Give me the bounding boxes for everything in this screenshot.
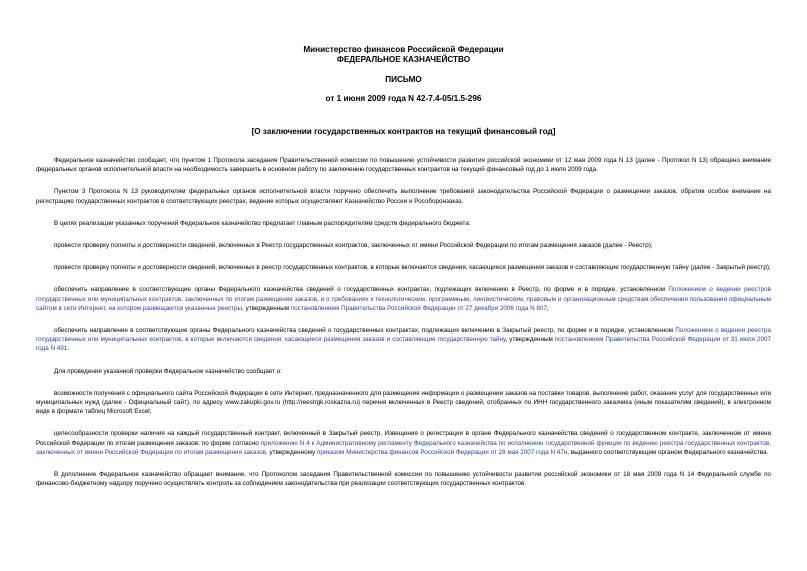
paragraph-11: В дополнение Федеральное казначейство обращает внимание, что Протоколом заседания Правительственной комиссии по повышению устойчивости развития российской экономики от 18 мая 2009 года N 14 Федеральной службе по финансово-бюджетному надзору поручено осуществлять контроль за соблюдением законодательства при реализации соответствующих государственных контрактов. <box>36 471 771 488</box>
government-decree-491-link[interactable]: постановлением Правительства Российской Федерации от 31 июля 2007 года N 491 <box>36 336 771 353</box>
paragraph-6-text: обеспечить направление в соответствующие органы Федерального казначейства сведений о государственных контрактах, подлежащих включению в Реестр, по форме и в порядке, установленном <box>54 286 669 294</box>
document-date-number: от 1 июня 2009 года N 42-7.4-05/1.5-296 <box>325 94 482 103</box>
paragraph-5: провести проверку полноты и достоверности сведений, включенных в реестр государственных контрактов, в которые включаются сведения, касающиеся размещения заказов и составляющие государственную тайну (далее - Закрытый реестр); <box>54 264 771 272</box>
document-body <box>36 156 771 488</box>
government-decree-807-link[interactable]: постановлением Правительства Российской Федерации от 27 декабря 2006 года N 807 <box>290 304 547 312</box>
closed-registry-regulation-link[interactable]: Положением о ведении реестра государственных или муниципальных контрактов, в которые включаются сведения, касающиеся размещения заказов и составляющие государственную тайну <box>36 327 771 344</box>
paragraph-10-text: , выданного соответствующим органом Федерального казначейства. <box>567 448 769 456</box>
paragraph-6-text: ; <box>546 304 549 312</box>
paragraph-7-text: , утвержденным <box>505 336 555 344</box>
paragraph-10-text: целесообразности проверки наличия на каждый государственный контракт, включенный в Закрытый реестр, Извещения о регистрации в органе Федерального казначейства сведений о государственном контракте, заключенном от имени Российской Федерации по итогам размещения заказов, по форме согласно <box>36 430 771 447</box>
minfin-order-47n-link[interactable]: приказом Министерства финансов Российской Федерации от 28 мая 2007 года N 47н <box>316 448 568 456</box>
document-type: ПИСЬМО <box>385 75 422 84</box>
registry-regulation-link[interactable]: Положением о ведении реестров государственных или муниципальных контрактов, заключенных по итогам размещения заказов, и о требованиях к технологическим, программным, лингвистическим, правовым и организационным средствам обеспечения пользования официальным сайтом в сети Интернет, на котором размещаются указанные реестры <box>36 286 771 312</box>
paragraph-2: Пунктом 3 Протокола N 13 руководителям федеральных органов исполнительной власти поручено обеспечить выполнение требований законодательства Российской Федерации о размещении заказов, обратив особое внимание на регистрацию государственных контрактов в соответствующих реестрах, ведение которых осуществляют Казначейство России и Рособоронзаказ. <box>36 188 771 205</box>
agency-name: ФЕДЕРАЛЬНОЕ КАЗНАЧЕЙСТВО <box>336 55 471 64</box>
paragraph-6 <box>36 285 771 313</box>
ministry-name: Министерство финансов Российской Федерации <box>303 45 504 54</box>
paragraph-1: Федеральное казначейство сообщает, что пунктом 1 Протокола заседания Правительственной комиссии по повышению устойчивости развития российской экономики от 12 мая 2009 года N 13 (далее - Протокол N 13) обращено внимание федеральных органов исполнительной власти на необходимость завершить в основном работу по заключению государственных контрактов на текущий финансовый год до 1 июля 2009 года. <box>36 157 771 174</box>
paragraph-10-text: , утвержденному <box>265 448 317 456</box>
admin-regulation-appendix-link[interactable]: приложению N 4 к Административному регламенту Федерального казначейства по исполнению государственной функции по ведению реестра государственных контрактов, заключенных от имени Российской Федерации по итогам размещения заказов <box>36 439 772 456</box>
paragraph-7-text: . <box>67 345 70 353</box>
paragraph-7-text: обеспечить направление в соответствующие органы Федерального казначейства сведений о государственных контрактах, подлежащих включению в Закрытый реестр, по форме и в порядке, установленном <box>54 327 676 335</box>
paragraph-9: возможности получения с официального сайта Российской Федерации в сети Интернет, предназначенного для размещения информации о размещении заказов на поставки товаров, выполнение работ, оказание услуг для государственных или муниципальных нужд (далее - Официальный сайт), по адресу www.zakupki.gov.ru (http://reestrgk.roskazna.ru) перечня включенных в Реестр сведений, отобранных по ИНН государственного заказчика (иным показателям сведений), в электронном виде в формате таблиц Microsoft Excel; <box>36 389 771 416</box>
paragraph-8: Для проведения указанной проверки Федеральное казначейство сообщает о: <box>54 367 282 375</box>
paragraph-3: В целях реализации указанных поручений Федеральное казначейство предлагает главным распорядителям средств федерального бюджета: <box>54 219 471 227</box>
paragraph-7 <box>36 326 771 354</box>
paragraph-10 <box>36 429 771 457</box>
paragraph-4: провести проверку полноты и достоверности сведений, включенных в Реестр государственных контрактов, заключенных от имени Российской Федерации по итогам размещения заказов (далее - Реестр); <box>54 242 653 250</box>
paragraph-6-text: , утвержденным <box>242 304 291 312</box>
document-title: [О заключении государственных контрактов на текущий финансовый год] <box>251 127 556 136</box>
